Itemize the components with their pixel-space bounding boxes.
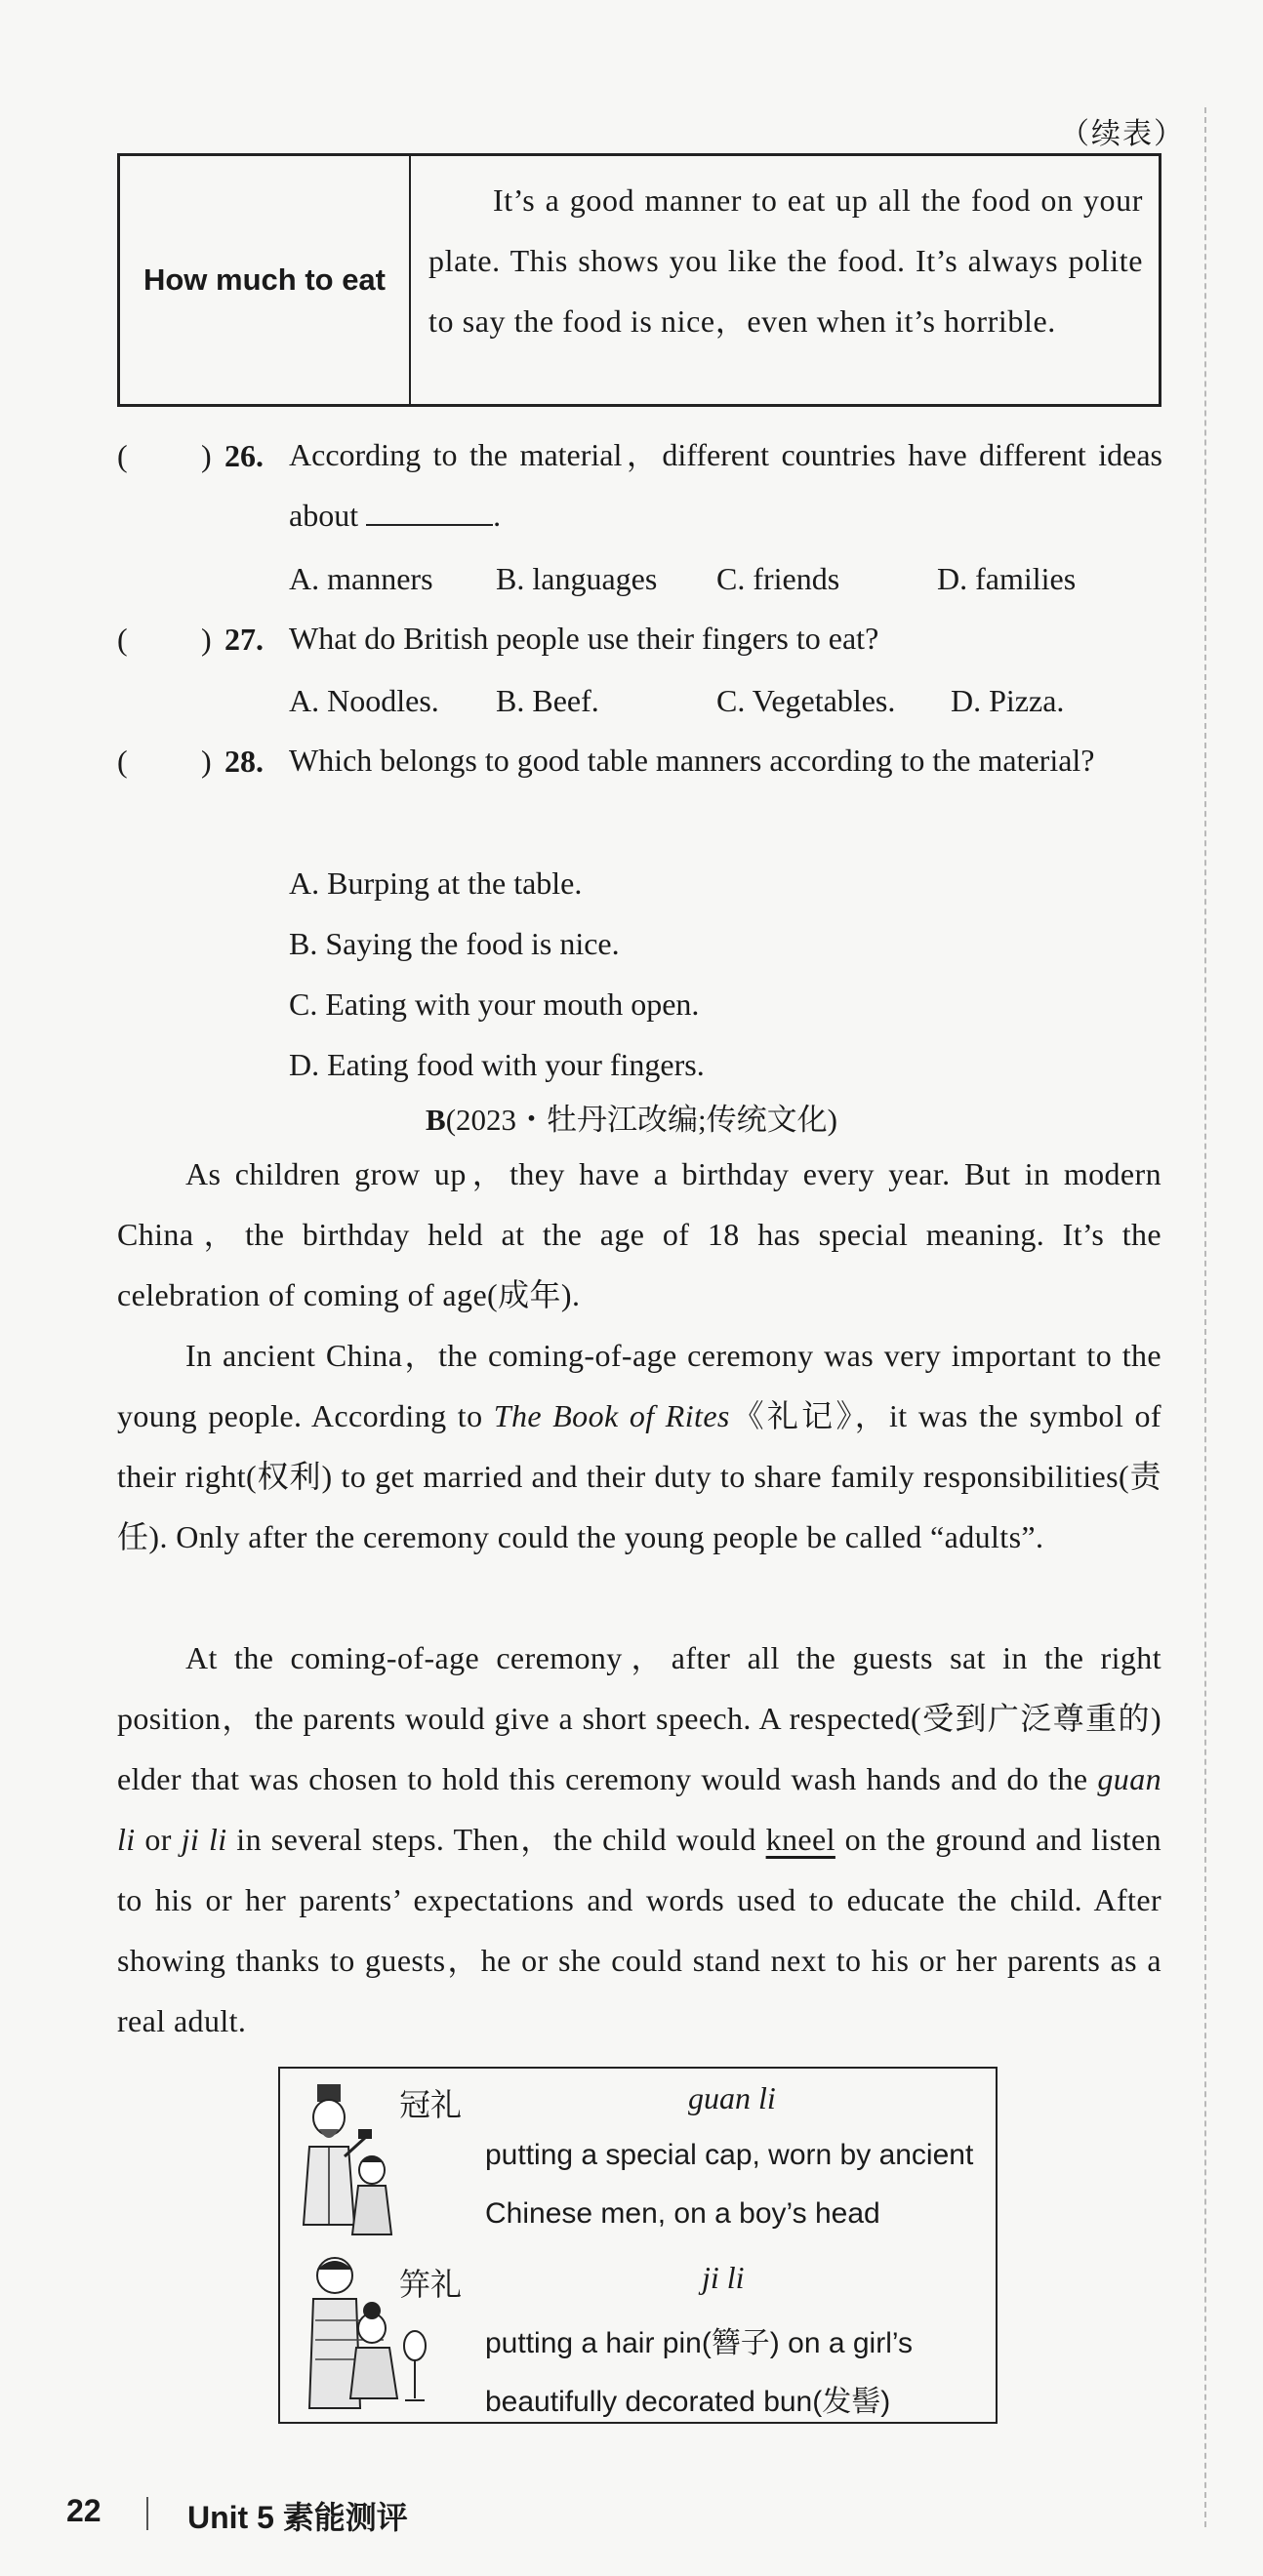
answer-blank [366, 499, 493, 526]
continued-label: （续表） [1060, 118, 1185, 150]
term-ji-li: ji li [181, 1822, 227, 1857]
question-number: 27. [224, 622, 264, 657]
passage-paragraph-1: As children grow up，they have a birthday every year. But in modern China，the birthday held at the age of 18 has special meaning. It’s the celebration of coming of age(成年). [117, 1156, 1161, 1312]
answer-paren-open: ( [117, 744, 128, 779]
book-title: The Book of Rites [493, 1398, 730, 1433]
ceremony-illustration-box [278, 2067, 998, 2424]
option-d: D. Eating food with your fingers. [289, 1047, 705, 1082]
question-stem: What do British people use their fingers to eat? [289, 621, 879, 656]
option-a: A. manners [289, 561, 433, 596]
answer-paren-open: ( [117, 438, 128, 473]
guan-li-pinyin: guan li [688, 2080, 776, 2115]
unit-title: Unit 5 素能测评 [187, 2500, 408, 2535]
table-row-header: How much to eat [120, 156, 411, 404]
ji-li-desc-line-1: putting a hair pin(簪子) on a girl’s [485, 2327, 913, 2359]
ji-li-chinese: 笄礼 [399, 2267, 463, 2302]
guan-li-desc-line-1: putting a special cap, worn by ancient [485, 2139, 974, 2171]
underlined-word-kneel: kneel [765, 1822, 835, 1857]
ji-li-pinyin: ji li [702, 2260, 745, 2295]
option-d: D. Pizza. [951, 683, 1065, 718]
section-letter: B [426, 1103, 446, 1137]
footer-divider [146, 2497, 148, 2530]
term-guan-li: guan li [117, 1761, 1161, 1857]
binding-dashed-line [1204, 107, 1206, 2527]
option-a: A. Burping at the table. [289, 865, 583, 901]
option-b: B. languages [496, 561, 658, 596]
option-c: C. Vegetables. [716, 683, 896, 718]
option-d: D. families [937, 561, 1077, 596]
question-stem: According to the material，different countries have different ideas about . [289, 437, 1162, 533]
answer-paren-close: ) [201, 438, 212, 473]
answer-paren-close: ) [201, 744, 212, 779]
passage-paragraph-2: In ancient China，the coming-of-age ceremony was very important to the young people. According to The Book of Rites《礼记》，it was the symbol of their right(权利) to get married and their duty to share family responsibilities(责任). Only after the ceremony could the young people be called “adults”. [117, 1338, 1161, 1554]
table-manners-table [117, 153, 1161, 407]
option-a: A. Noodles. [289, 683, 439, 718]
option-c: C. Eating with your mouth open. [289, 986, 700, 1022]
page-footer [66, 2493, 408, 2535]
table-row-text: It’s a good manner to eat up all the food on your plate. This shows you like the food. It’s always polite to say the food is nice，even when it’s horrible. [428, 182, 1143, 339]
answer-paren-open: ( [117, 622, 128, 657]
ji-li-desc-line-2: beautifully decorated bun(发髻) [485, 2386, 891, 2418]
answer-paren-close: ) [201, 622, 212, 657]
section-b-title [0, 1095, 1263, 1139]
section-source: (2023・牡丹江改编;传统文化) [445, 1103, 837, 1137]
guan-li-desc-line-2: Chinese men, on a boy’s head [485, 2197, 880, 2230]
question-number: 26. [224, 438, 264, 473]
question-number: 28. [224, 744, 264, 779]
passage-paragraph-3: At the coming-of-age ceremony，after all the guests sat in the right position，the parents would give a short speech. A respected(受到广泛尊重的) elder that was chosen to hold this ceremony would wash hands and do the guan li or ji li in several steps. Then，the child would kneel on the ground and listen to his or her parents’ expectations and words used to educate the child. After showing thanks to guests，he or she could stand next to his or her parents as a real adult. [117, 1640, 1162, 2038]
page-number: 22 [66, 2493, 102, 2528]
question-stem: Which belongs to good table manners according to the material? [289, 743, 1095, 778]
guan-li-chinese: 冠礼 [399, 2087, 463, 2122]
option-b: B. Saying the food is nice. [289, 926, 620, 961]
option-b: B. Beef. [496, 683, 599, 718]
guan-li-figure-icon [296, 2078, 403, 2244]
option-c: C. friends [716, 561, 840, 596]
